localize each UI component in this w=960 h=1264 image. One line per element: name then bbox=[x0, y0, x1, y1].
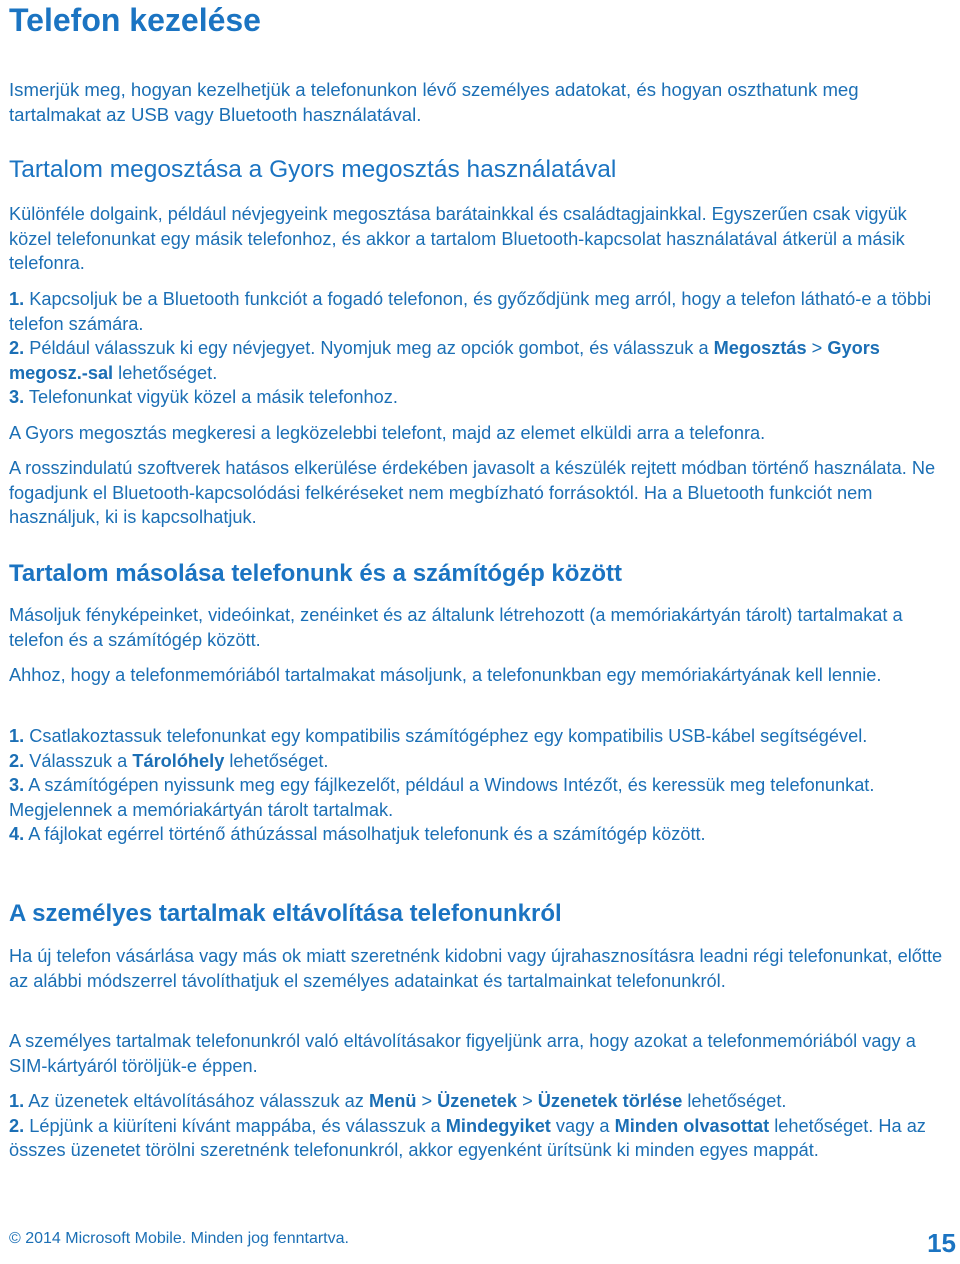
share-step-2-menu-share: Megosztás bbox=[713, 338, 807, 358]
share-step-1 bbox=[9, 287, 954, 336]
remove-step-1-sep2: > bbox=[517, 1091, 538, 1111]
remove-step-2-pre: Lépjünk a kiüríteni kívánt mappába, és válasszuk a bbox=[29, 1115, 446, 1136]
share-step-2 bbox=[9, 336, 954, 385]
section-remove-steps bbox=[9, 1089, 954, 1163]
copy-step-2 bbox=[9, 749, 954, 774]
intro-block bbox=[9, 78, 954, 127]
page-number: 15 bbox=[927, 1228, 956, 1258]
section-remove-para2: A személyes tartalmak telefonunkról való eltávolításakor figyeljünk arra, hogy azokat a telefonmemóriából vagy a SIM-kártyáról töröljük-e éppen. bbox=[9, 1031, 916, 1076]
section-share bbox=[9, 156, 954, 184]
copy-step-2-pre: Válasszuk a bbox=[29, 750, 133, 771]
remove-step-2-post: lehetőséget. Ha az összes üzenetet törölni szeretnénk telefonunkról, akkor egyenként ürítsünk ki minden egyes mappát. bbox=[9, 1115, 926, 1160]
remove-step-1-post: lehetőséget. bbox=[682, 1091, 787, 1111]
copy-step-2-post: lehetőséget. bbox=[224, 750, 329, 771]
section-share-para3: A rosszindulatú szoftverek hatásos elkerülése érdekében javasolt a készülék rejtett módban történő használata. Ne fogadjunk el Bluetooth-kapcsolódási felkéréseket nem megbízható forrásoktól. Ha a Bluetooth funkciót nem használjuk, ki is kapcsolhatjuk. bbox=[9, 458, 936, 527]
remove-step-1-menu: Menü bbox=[368, 1091, 417, 1111]
remove-step-2-all: Mindegyiket bbox=[445, 1115, 551, 1136]
copyright-footer: © 2014 Microsoft Mobile. Minden jog fenntartva. bbox=[9, 1230, 349, 1247]
page-title: Telefon kezelése bbox=[9, 2, 261, 38]
copy-step-1-num: 1. bbox=[9, 726, 25, 746]
section-copy bbox=[9, 560, 954, 588]
intro-text: Ismerjük meg, hogyan kezelhetjük a telefonunkon lévő személyes adatokat, és hogyan oszthatunk meg tartalmakat az USB vagy Bluetooth használatával. bbox=[9, 79, 859, 125]
section-copy-steps bbox=[9, 724, 954, 847]
copy-step-2-storage: Tárolóhely bbox=[132, 750, 225, 771]
section-remove-para1: Ha új telefon vásárlása vagy más ok miatt szeretnénk kidobni vagy újrahasznosításra leadni régi telefonunkat, előtte az alábbi módszerrel távolíthatjuk el személyes adatainkat és tartalmainkat telefonunkról. bbox=[9, 946, 943, 991]
remove-step-1-sep1: > bbox=[416, 1091, 438, 1111]
section-remove-para2-block bbox=[9, 1029, 954, 1078]
section-share-para3-block bbox=[9, 456, 954, 530]
remove-step-1-delete: Üzenetek törlése bbox=[537, 1091, 683, 1111]
share-step-3 bbox=[9, 385, 954, 410]
copy-step-3-num: 3. bbox=[9, 775, 25, 795]
remove-step-2 bbox=[9, 1114, 954, 1163]
section-copy-para2-block bbox=[9, 663, 954, 688]
section-copy-para1: Másoljuk fényképeinket, videóinkat, zenéinket és az általunk létrehozott (a memóriakártyán tárolt) tartalmakat a telefon és a számítógép között. bbox=[9, 605, 903, 650]
copy-step-3 bbox=[9, 773, 954, 822]
section-copy-para1-block bbox=[9, 603, 954, 652]
share-step-2-menu-quickshare: Gyors megosz.-sal bbox=[9, 338, 880, 383]
remove-step-1-messages: Üzenetek bbox=[437, 1091, 518, 1111]
section-share-para2: A Gyors megosztás megkeresi a legközelebbi telefont, majd az elemet elküldi arra a telefonra. bbox=[9, 423, 766, 443]
share-step-2-num: 2. bbox=[9, 338, 25, 358]
remove-step-1-num: 1. bbox=[9, 1091, 25, 1111]
remove-step-1-pre: Az üzenetek eltávolításához válasszuk az bbox=[28, 1091, 369, 1111]
section-share-steps bbox=[9, 287, 954, 410]
section-copy-para2: Ahhoz, hogy a telefonmemóriából tartalmakat másoljunk, a telefonunkban egy memóriakártyának kell lennie. bbox=[9, 665, 882, 685]
share-step-1-text: Kapcsoljuk be a Bluetooth funkciót a fogadó telefonon, és győződjünk meg arról, hogy a telefon látható-e a többi telefon számára. bbox=[9, 289, 932, 334]
section-remove bbox=[9, 900, 954, 928]
share-step-1-num: 1. bbox=[9, 289, 25, 309]
remove-step-2-mid: vagy a bbox=[550, 1115, 615, 1136]
copy-step-4-text: A fájlokat egérrel történő áthúzással másolhatjuk telefonunk és a számítógép között. bbox=[28, 824, 706, 844]
copy-step-1-text: Csatlakoztassuk telefonunkat egy kompatibilis számítógéphez egy kompatibilis USB-kábel segítségével. bbox=[29, 726, 868, 746]
section-remove-heading: A személyes tartalmak eltávolítása telefonunkról bbox=[9, 900, 562, 927]
share-step-3-text: Telefonunkat vigyük közel a másik telefonhoz. bbox=[28, 387, 398, 407]
section-remove-para1-block bbox=[9, 944, 954, 993]
copy-step-1 bbox=[9, 724, 954, 749]
remove-step-1 bbox=[9, 1089, 954, 1114]
share-step-2-pre: Például válasszuk ki egy névjegyet. Nyomjuk meg az opciók gombot, és válasszuk a bbox=[29, 338, 714, 358]
share-step-2-post: lehetőséget. bbox=[113, 362, 218, 383]
copy-step-4-num: 4. bbox=[9, 824, 25, 844]
share-step-3-num: 3. bbox=[9, 387, 25, 407]
section-share-para1: Különféle dolgaink, például névjegyeink megosztása barátainkkal és családtagjainkkal. Egyszerűen csak vigyük közel telefonunkat egy másik telefonhoz, és akkor a tartalom Bluetooth-kapcsolat használatával átkerül a másik telefonra. bbox=[9, 204, 907, 273]
section-copy-heading: Tartalom másolása telefonunk és a számítógép között bbox=[9, 560, 623, 587]
copy-step-3-text: A számítógépen nyissunk meg egy fájlkezelőt, például a Windows Intézőt, és keressük meg telefonunkat. Megjelennek a memóriakártyán tárolt tartalmak. bbox=[9, 775, 875, 820]
section-share-para2-block bbox=[9, 421, 954, 446]
share-step-2-sep: > bbox=[806, 338, 828, 358]
copy-step-4 bbox=[9, 822, 954, 847]
remove-step-2-num: 2. bbox=[9, 1115, 25, 1136]
section-share-body bbox=[9, 202, 954, 276]
section-share-heading: Tartalom megosztása a Gyors megosztás használatával bbox=[9, 156, 617, 183]
remove-step-2-allread: Minden olvasottat bbox=[614, 1115, 770, 1136]
copy-step-2-num: 2. bbox=[9, 750, 25, 771]
